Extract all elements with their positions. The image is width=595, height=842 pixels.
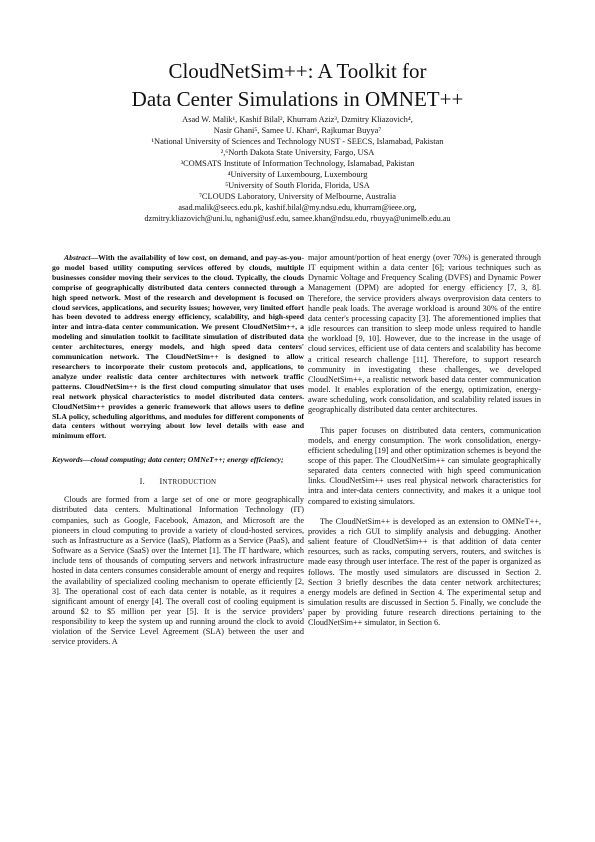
author-block [40, 114, 555, 224]
left-column [52, 253, 304, 648]
right-column [308, 253, 541, 628]
author-line: Nasir Ghani⁵, Samee U. Khan⁶, Rajkumar Buyya⁷ [213, 126, 382, 135]
email-line: dzmitry.kliazovich@uni.lu, nghani@usf.edu, samee.khan@ndsu.edu, rbuyya@unimelb.edu.au [144, 214, 451, 223]
section-heading [52, 477, 304, 487]
abstract [52, 253, 304, 441]
keywords-lead: Keywords [52, 455, 83, 465]
section-title-first: I [159, 477, 163, 487]
affiliation-line: ²,⁶North Dakota State University, Fargo, USA [220, 148, 375, 157]
affiliation-line: ³COMSATS Institute of Information Technology, Islamabad, Pakistan [180, 159, 415, 168]
affiliation-line: ⁵University of South Florida, Florida, USA [225, 181, 370, 190]
section-number: I. [139, 477, 146, 487]
email-line: asad.malik@seecs.edu.pk, kashif.bilal@my.ndsu.edu, khurram@ieee.org, [178, 203, 417, 212]
body-paragraph: This paper focuses on distributed data centers, communication models, and energy consumption. The work consolidation, energy-efficient scheduling [19] and other optimization schemes is beyond the scope of this paper. The CloudNetSim++ can simulate geographically separated data centers connected with high speed communication links. CloudNetSim++ uses real physical network characteristics for intra and inter-data centers connectivity, and makes it a unique tool compared to existing simulators. [308, 425, 541, 506]
paper-title [60, 57, 535, 113]
keywords-text: —cloud computing; data center; OMNeT++; energy efficiency; [82, 455, 284, 465]
abstract-text: —With the availability of low cost, on demand, and pay-as-you-go model based utility computing services offered by clouds, multiple businesses consider moving their services to the cloud. Typically, the clouds comprise of geographically distributed data centers connected through a high speed network. Most of the research and development is focused on cloud services, applications, and security issues; however, very limited effort has been devoted to address energy efficiency, scalability, and high-speed inter and intra-data center communication. We present CloudNetSim++, a modeling and simulation toolkit to facilitate simulation of distributed data center architectures, energy models, and high speed data centers' communication network. The CloudNetSim++ is designed to allow researchers to incorporate their custom protocols and, applications, to analyze under realistic data center architectures with network traffic patterns. CloudNetSim++ is the first cloud computing simulator that uses real network physical characteristics to model distributed data centers. CloudNetSim++ provides a generic framework that allows users to define SLA policy, scheduling algorithms, and modules for different components of data centers without worrying about low level details with ease and minimum effort. [52, 253, 304, 441]
body-paragraph: The CloudNetSim++ is developed as an extension to OMNeT++, provides a rich GUI to simplify analysis and debugging. Another salient feature of CloudNetSim++ is that addition of data center resources, such as racks, computing servers, routers, and switches is made easy through user interface. The rest of the paper is organized as follows. The mostly used simulators are discussed in Section 2. Section 3 briefly describes the data center network architectures; energy models are defined in Section 4. The experimental setup and simulation results are discussed in Section 5. Finally, we conclude the paper by providing future research directions pertaining to the CloudNetSim++ simulator, in Section 6. [308, 516, 541, 628]
keywords [52, 455, 304, 465]
affiliation-line: ⁷CLOUDS Laboratory, University of Melbourne, Australia [198, 192, 397, 201]
author-line: Asad W. Malik¹, Kashif Bilal², Khurram Aziz³, Dzmitry Kliazovich⁴, [182, 115, 413, 124]
affiliation-line: ¹National University of Sciences and Technology NUST - SEECS, Islamabad, Pakistan [151, 137, 444, 146]
body-paragraph: Clouds are formed from a large set of one or more geographically distributed data centers. Multinational Information Technology (IT) companies, such as Google, Facebook, Amazon, and Microsoft are the pioneers in cloud computing to provide a variety of cloud-hosted services, such as Infrastructure as a Service (IaaS), Platform as a Service (PaaS), and Software as a Service (SaaS) over the Internet [1]. The IT hardware, which include tens of thousands of computing servers and network infrastructure hosted in data centers consumes considerable amount of energy and requires the availability of specialized cooling mechanism to operate efficiently [2, 3]. The operational cost of each data center is notable, as it requires a significant amount of energy [4]. The overall cost of cooling equipment is around $2 to $5 million per year [5]. It is the service providers' responsibility to keep the system up and running around the clock to avoid violation of the Service Level Agreement (SLA) between the user and service providers. A [52, 495, 304, 647]
body-paragraph: major amount/portion of heat energy (over 70%) is generated through IT equipment within a data center [6]; various techniques such as Dynamic Voltage and Frequency Scaling (DVFS) and Dynamic Power Management (DPM) are adopted for energy efficiency [7, 3, 8]. Therefore, the service providers always overprovision data centers to handle peak loads. The average workload is around 30% of the entire data center's processing capacity [3]. The aforementioned implies that idle resources can transition to sleep mode unless required to handle the workload [9, 10]. However, due to the increase in the usage of cloud services, efficient use of data centers and scalability has become a critical research challenge [11]. Therefore, to support research community in investigating these challenges, we developed CloudNetSim++, a realistic network based data center communication model. It enables exploration of the energy, optimization, energy-aware scheduling, work consolidation, and scalability related issues in geographically distributed data center architectures. [308, 253, 541, 415]
title-line-1: CloudNetSim++: A Toolkit for [168, 59, 427, 83]
affiliation-line: ⁴University of Luxembourg, Luxembourg [227, 170, 368, 179]
abstract-lead: Abstract [64, 253, 91, 262]
title-line-2: Data Center Simulations in OMNET++ [131, 87, 464, 111]
section-title-rest: NTRODUCTION [162, 478, 217, 487]
